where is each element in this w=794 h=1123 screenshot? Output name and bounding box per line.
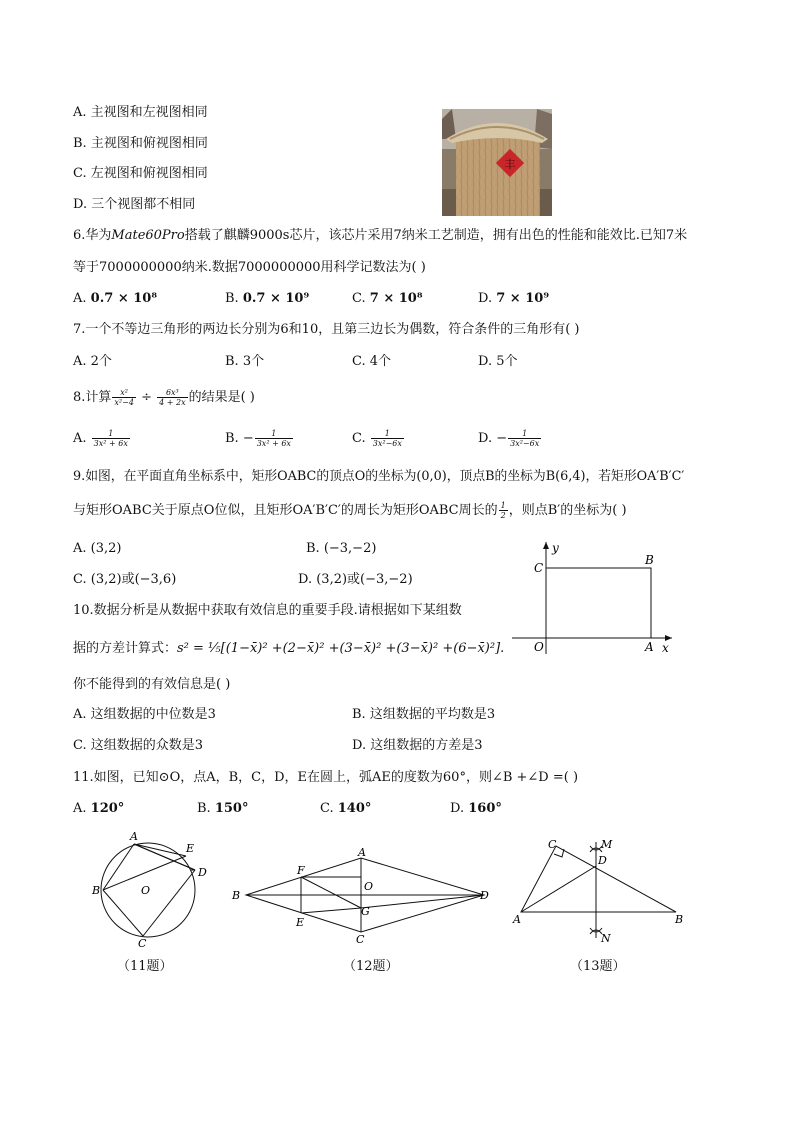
q9-label-c: C xyxy=(534,561,544,575)
q8-opt-d-frac xyxy=(508,429,541,448)
q9-label-x: x xyxy=(662,641,669,655)
q7-option-c: C. 4个 xyxy=(352,354,392,369)
q6-option-b-label: B. xyxy=(225,291,239,306)
q5-option-c: C. 左视图和俯视图相同 xyxy=(73,166,208,181)
q9-line2-pre: 与矩形OABC关于原点O位似，且矩形OA′B′C′的周长为矩形OABC周长的 xyxy=(73,503,498,518)
q6-option-a-label: A. xyxy=(73,291,87,306)
q9-half xyxy=(499,501,508,520)
q10-line2-pre: 据的方差计算式： xyxy=(73,641,178,656)
q8-opt-d-den: 3x²−6x xyxy=(510,439,540,448)
q9-label-b: B xyxy=(645,553,654,567)
fig12-label-f: F xyxy=(297,864,305,877)
q9-option-b: B. (−3,−2) xyxy=(306,541,377,556)
fig13-label-d: D xyxy=(598,854,607,867)
q8-opt-d-num: 1 xyxy=(508,429,541,439)
fig11-bc xyxy=(103,890,143,936)
q7-option-a: A. 2个 xyxy=(73,354,112,369)
q11-stem: 11.如图，已知⊙O，点A，B，C，D，E在圆上，弧AE的度数为60°，则∠B +∠D =( ) xyxy=(73,770,579,785)
q11-option-d xyxy=(450,801,502,817)
q8-f2-num: 6x³ xyxy=(157,388,187,398)
q10-option-d: D. 这组数据的方差是3 xyxy=(352,738,483,753)
fig12-label-a: A xyxy=(358,846,366,859)
photo-stamp-text: 丰 xyxy=(504,158,516,171)
q5-option-a: A. 主视图和左视图相同 xyxy=(73,105,208,120)
q11-opt-d-value: 160° xyxy=(468,801,502,816)
q10-option-b: B. 这组数据的平均数是3 xyxy=(352,707,496,722)
q9-half-den: 2 xyxy=(500,511,506,520)
q8-stem xyxy=(73,384,255,412)
fig11-label-a: A xyxy=(130,830,138,843)
q8-f1-num: x² xyxy=(112,388,136,398)
fig13-label-a: A xyxy=(513,913,521,926)
q5-option-b: B. 主视图和俯视图相同 xyxy=(73,136,208,151)
q8-opt-b-frac xyxy=(255,429,293,448)
granary-photo xyxy=(442,109,552,216)
q7-stem: 7.一个不等边三角形的两边长分别为6和10，且第三边长为偶数，符合条件的三角形有( ) xyxy=(73,322,580,337)
figure-11 xyxy=(88,826,218,948)
q8-stem-post: 的结果是( ) xyxy=(188,390,255,405)
q8-option-b xyxy=(225,425,294,453)
q6-line2: 等于7000000000纳米.数据7000000000用科学记数法为( ) xyxy=(73,260,426,275)
q11-opt-c-label: C. xyxy=(320,801,334,816)
q7-option-d: D. 5个 xyxy=(478,354,518,369)
q6-option-a xyxy=(73,291,157,307)
q10-formula: s² = ⅕[(1−x̄)² +(2−x̄)² +(3−x̄)² +(3−x̄)² +(6−x̄)²]. xyxy=(177,641,505,656)
q7-option-b: B. 3个 xyxy=(225,354,265,369)
q6-option-b xyxy=(225,291,309,307)
q8-option-c xyxy=(352,425,405,453)
fig11-label-b: B xyxy=(92,884,101,897)
q9-line2-post: ，则点B′的坐标为( ) xyxy=(508,503,627,518)
q8-opt-b-den: 3x² + 6x xyxy=(256,439,291,448)
q10-line3: 你不能得到的有效信息是( ) xyxy=(73,677,231,692)
q8-divide: ÷ xyxy=(141,390,152,405)
q9-y-arrow xyxy=(543,542,549,549)
q8-opt-b-label: B. − xyxy=(225,431,254,446)
fig11-ab xyxy=(103,844,134,890)
q8-opt-c-num: 1 xyxy=(371,429,404,439)
q8-fraction-2 xyxy=(157,388,187,407)
q9-label-y: y xyxy=(552,541,559,555)
fig12-label-b: B xyxy=(232,889,241,902)
q9-label-o: O xyxy=(534,640,544,654)
q8-opt-a-num: 1 xyxy=(92,429,130,439)
q8-opt-a-label: A. xyxy=(73,431,87,446)
fig11-label-e: E xyxy=(186,842,195,855)
fig13-label-n: N xyxy=(601,932,611,945)
fig11-ae xyxy=(134,844,186,856)
q6-option-c-label: C. xyxy=(352,291,366,306)
fig13-label-b: B xyxy=(675,913,684,926)
q9-option-a: A. (3,2) xyxy=(73,541,122,556)
q11-opt-a-label: A. xyxy=(73,801,87,816)
q6-line1-b: Mate60Pro xyxy=(111,228,185,243)
q11-option-c xyxy=(320,801,371,817)
q6-option-c-value: 7 × 10⁸ xyxy=(369,291,423,306)
figure-13 xyxy=(508,832,688,946)
fig12-eg xyxy=(301,908,361,913)
q8-opt-c-label: C. xyxy=(352,431,366,446)
fig11-label-d: D xyxy=(198,866,207,879)
fig12-label-o: O xyxy=(364,880,374,893)
q8-opt-d-label: D. − xyxy=(478,431,508,446)
fig12-label-c: C xyxy=(356,933,365,946)
q6-line1-a: 6.华为 xyxy=(73,228,112,243)
fig12-label-e: E xyxy=(296,916,305,929)
q11-opt-a-value: 120° xyxy=(90,801,125,816)
q9-rectangle xyxy=(546,568,651,638)
q8-opt-c-frac xyxy=(371,429,404,448)
q6-option-c xyxy=(352,291,423,307)
q9-figure xyxy=(510,538,680,656)
q9-line1: 9.如图，在平面直角坐标系中，矩形OABC的顶点O的坐标为(0,0)，顶点B的坐标为B(6,4)，若矩形OA′B′C′ xyxy=(73,469,685,484)
q10-line2 xyxy=(73,641,504,657)
fig12-gd xyxy=(361,895,484,908)
q9-label-a: A xyxy=(645,640,654,654)
fig13-label-m: M xyxy=(601,838,613,851)
q5-option-d: D. 三个视图都不相同 xyxy=(73,197,196,212)
q6-option-d xyxy=(478,291,549,307)
fig11-label-c: C xyxy=(138,937,147,948)
q6-option-a-value: 0.7 × 10⁸ xyxy=(90,291,158,306)
q9-half-num: 1 xyxy=(500,501,506,510)
fig12-label-g: G xyxy=(361,905,370,918)
q6-line1 xyxy=(73,228,687,244)
q6-option-d-value: 7 × 10⁹ xyxy=(496,291,550,306)
fig12-label-d: D xyxy=(480,889,489,902)
q11-opt-d-label: D. xyxy=(450,801,465,816)
q8-option-d xyxy=(478,425,542,453)
q9-option-c: C. (3,2)或(−3,6) xyxy=(73,572,177,587)
q6-option-d-label: D. xyxy=(478,291,493,306)
fig12-fg xyxy=(301,877,361,908)
fig11-caption: （11题） xyxy=(117,959,173,974)
q8-opt-b-num: 1 xyxy=(255,429,293,439)
q11-option-b xyxy=(197,801,248,817)
q8-fraction-1 xyxy=(112,388,136,407)
q10-option-c: C. 这组数据的众数是3 xyxy=(73,738,204,753)
q10-line1: 10.数据分析是从数据中获取有效信息的重要手段.请根据如下某组数 xyxy=(73,603,462,618)
q8-opt-a-den: 3x² + 6x xyxy=(93,439,128,448)
q6-option-b-value: 0.7 × 10⁹ xyxy=(242,291,310,306)
q6-line1-c: 搭载了麒麟9000s芯片，该芯片采用7纳米工艺制造，拥有出色的性能和能效比.已知7米 xyxy=(184,228,688,243)
q11-opt-b-label: B. xyxy=(197,801,211,816)
q8-opt-a-frac xyxy=(92,429,130,448)
q9-line2 xyxy=(73,497,627,525)
q9-option-d: D. (3,2)或(−3,−2) xyxy=(298,572,413,587)
q8-f2-den: 4 + 2x xyxy=(159,398,186,407)
q8-opt-c-den: 3x²−6x xyxy=(372,439,402,448)
q8-option-a xyxy=(73,425,131,453)
fig12-caption: （12题） xyxy=(343,959,399,974)
q11-opt-c-value: 140° xyxy=(337,801,372,816)
q10-option-a: A. 这组数据的中位数是3 xyxy=(73,707,216,722)
fig13-label-c: C xyxy=(548,838,557,851)
q8-f1-den: x²−4 xyxy=(114,398,134,407)
q11-opt-b-value: 150° xyxy=(214,801,249,816)
fig13-ad xyxy=(521,866,596,912)
fig13-caption: （13题） xyxy=(570,959,626,974)
q11-option-a xyxy=(73,801,124,817)
fig11-cd xyxy=(143,870,195,936)
q8-stem-pre: 8.计算 xyxy=(73,390,112,405)
fig11-label-o: O xyxy=(141,884,151,897)
figure-12 xyxy=(228,846,496,946)
